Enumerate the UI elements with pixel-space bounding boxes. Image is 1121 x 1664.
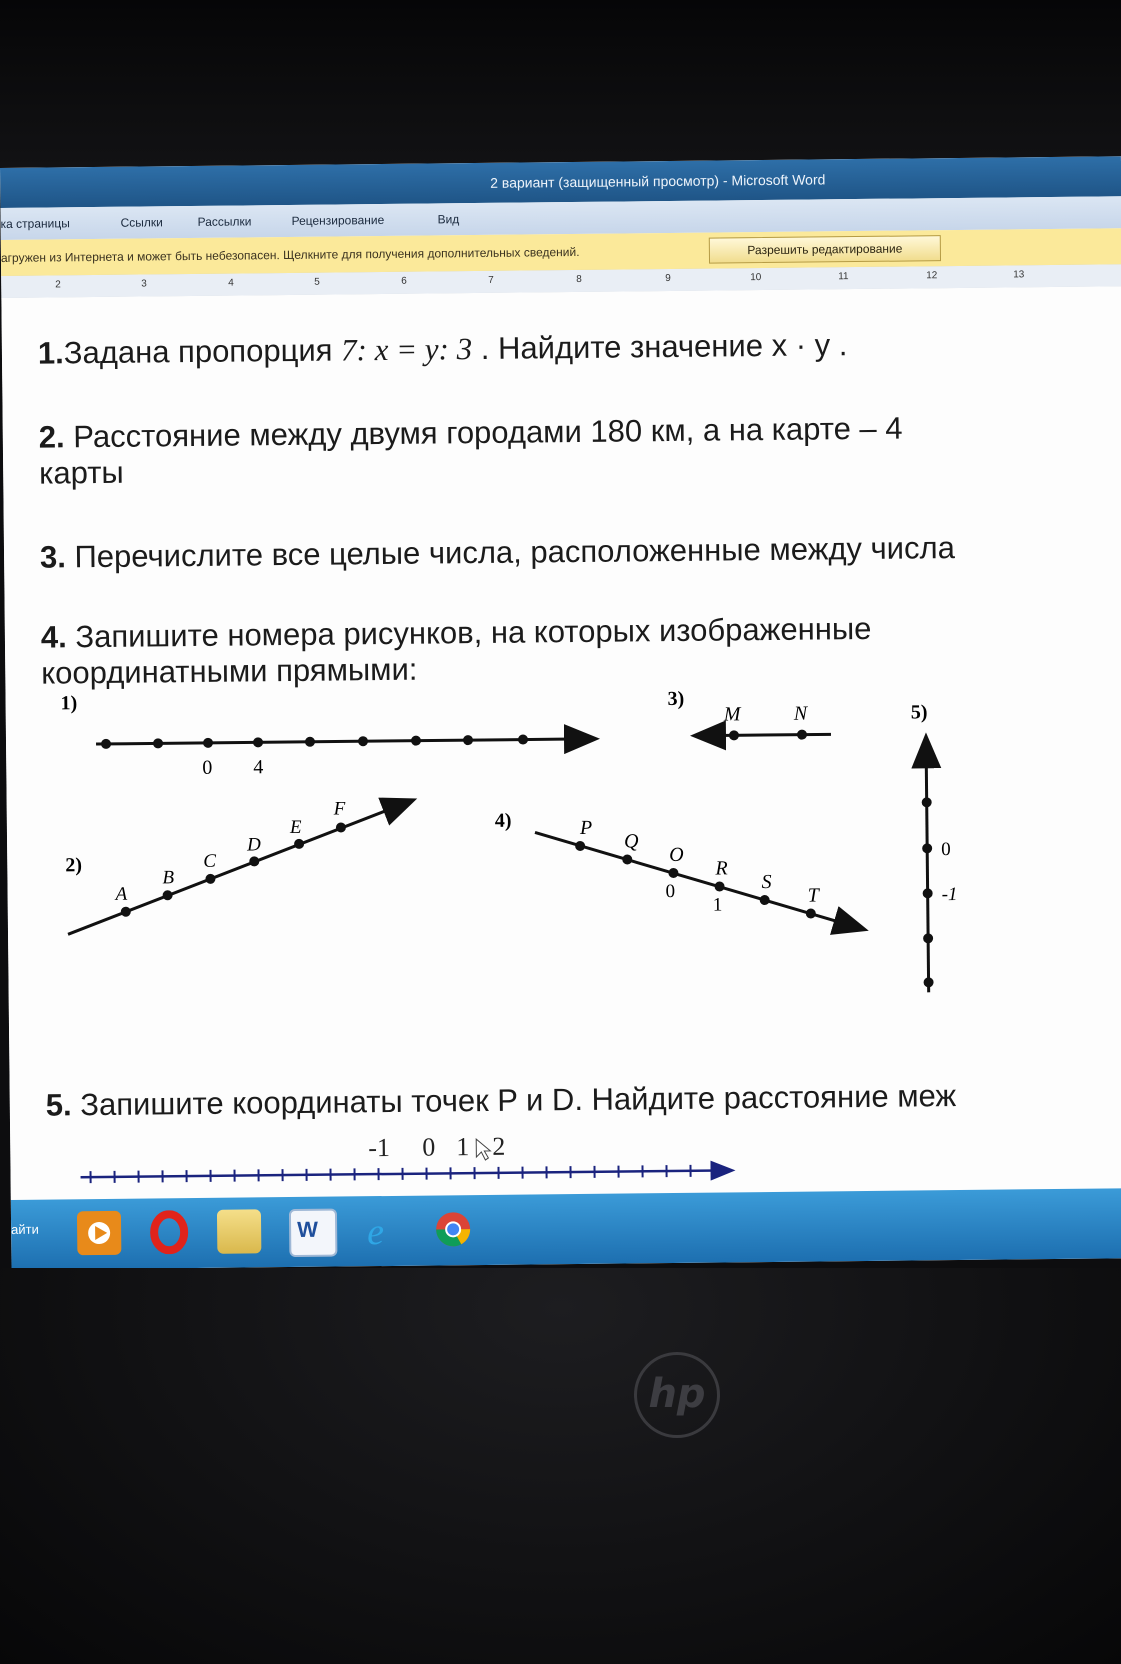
fig1-point <box>153 738 163 748</box>
fig2-point-label: C <box>203 850 217 872</box>
fig3-point <box>729 730 739 740</box>
task-text: координатными прямыми: <box>41 651 418 691</box>
ruler-label: 11 <box>838 271 849 283</box>
task-2 <box>39 411 903 492</box>
fig2-point-label: F <box>333 798 346 820</box>
task5-axis-label: 0 <box>422 1132 436 1162</box>
windows-taskbar <box>11 1188 1121 1270</box>
fig4-point-label: S <box>761 870 772 894</box>
start-search-label[interactable]: айти <box>11 1221 39 1237</box>
monitor-bezel-bottom <box>0 1268 1121 1664</box>
fig5-axis <box>926 738 929 992</box>
tab-review[interactable]: Рецензирование <box>291 212 385 228</box>
fig4-point-label: O <box>669 843 684 867</box>
fig4-point-label: Q <box>623 830 639 853</box>
fig3-point-label: M <box>723 703 741 726</box>
fig5-point <box>922 797 932 807</box>
protected-view-message[interactable]: агружен из Интернета и может быть небезопасен. Щелкните для получения дополнительных сведений. <box>0 244 580 265</box>
task-4 <box>41 611 872 692</box>
tab-references[interactable]: Ссылки <box>120 215 163 230</box>
fig4-tick-label: 0 <box>665 880 676 903</box>
fig5-tick-label: -1 <box>941 884 958 906</box>
task-number: 3. <box>39 539 67 575</box>
task-text: карты <box>39 454 124 491</box>
fig2-point <box>163 890 173 900</box>
fig1-point <box>101 739 111 749</box>
tab-mailings[interactable]: Рассылки <box>197 214 252 229</box>
fig2-point-label: E <box>289 816 302 838</box>
fig1-point <box>411 736 421 746</box>
fig4-point-label: T <box>807 884 819 907</box>
fig4-point <box>760 895 770 905</box>
enable-editing-button[interactable]: Разрешить редактирование <box>709 235 941 263</box>
task-text: Запишите номера рисунков, на которых изображенные <box>66 610 872 655</box>
fig2-point-label: B <box>162 867 175 889</box>
ruler-label: 3 <box>141 278 147 290</box>
fig1-point <box>203 738 213 748</box>
task-5-number-line <box>10 1122 771 1200</box>
fig4-point-label: R <box>715 857 728 880</box>
window-title: 2 вариант (защищенный просмотр) - Microsoft Word <box>490 171 826 191</box>
fig2-point <box>121 907 131 917</box>
chrome-icon[interactable] <box>431 1207 475 1251</box>
fig2-point <box>205 874 215 884</box>
fig1-point <box>463 735 473 745</box>
fig3-point <box>797 730 807 740</box>
task5-axis <box>81 1170 731 1177</box>
fig4-point <box>575 841 585 851</box>
mouse-cursor-icon <box>476 1139 490 1160</box>
svg-text:e: e <box>366 1211 385 1253</box>
task-number: 1. <box>37 335 64 371</box>
task-number: 4. <box>40 619 67 655</box>
fig3-point-label: N <box>793 702 808 725</box>
task-text: Расстояние между двумя городами 180 км, а на карте – 4 <box>64 410 903 455</box>
figure-label: 3) <box>667 687 685 711</box>
ruler-label: 5 <box>314 276 320 288</box>
fig5-point <box>924 977 934 987</box>
fig2-point <box>249 856 259 866</box>
fig5-point <box>923 933 933 943</box>
fig4-point-label: P <box>579 816 593 839</box>
task5-axis-label: 2 <box>492 1131 506 1161</box>
tab-view[interactable]: Вид <box>437 212 460 227</box>
ruler-label: 4 <box>228 277 234 289</box>
media-player-icon[interactable] <box>77 1211 121 1255</box>
ruler-label: 7 <box>488 274 494 286</box>
task-5 <box>46 1078 957 1124</box>
fig3-axis <box>696 734 831 735</box>
task-text: Перечислите все целые числа, расположенные между числа <box>65 530 956 575</box>
task-number: 5. <box>45 1087 72 1123</box>
figure-label: 2) <box>65 854 83 877</box>
opera-icon[interactable] <box>147 1210 191 1254</box>
fig1-point <box>358 736 368 746</box>
word-icon[interactable] <box>289 1209 338 1258</box>
fig4-point <box>806 908 816 918</box>
tab-page-layout[interactable]: ка страницы <box>0 216 70 231</box>
internet-explorer-icon[interactable] <box>359 1208 403 1252</box>
task5-axis-label: -1 <box>368 1132 391 1163</box>
fig1-point <box>518 735 528 745</box>
ruler-label: 2 <box>55 279 61 291</box>
task5-axis-label: 1 <box>456 1132 470 1162</box>
ruler-label: 13 <box>1013 269 1025 281</box>
figure-label: 4) <box>494 809 512 832</box>
task-text: . Найдите значение x · y . <box>471 327 848 367</box>
ruler-label: 8 <box>576 273 582 285</box>
monitor-bezel-top <box>0 0 1121 170</box>
fig5-tick-label: 0 <box>941 839 951 861</box>
ruler-label: 10 <box>750 272 762 284</box>
figure-label: 5) <box>910 701 928 724</box>
fig2-point-label: D <box>246 834 261 856</box>
fig2-axis <box>67 801 413 935</box>
explorer-folder-icon[interactable] <box>217 1209 261 1253</box>
task-formula: 7: x = y: 3 <box>340 331 473 368</box>
ruler-label: 12 <box>926 270 938 282</box>
fig4-point <box>622 854 632 864</box>
task-4-figures <box>5 678 1121 1070</box>
document-page[interactable] <box>1 286 1121 1200</box>
task-1 <box>38 327 848 371</box>
fig1-point <box>253 737 263 747</box>
fig1-point <box>305 737 315 747</box>
fig5-point <box>923 888 933 898</box>
fig5-point <box>922 843 932 853</box>
task-number: 2. <box>38 419 65 455</box>
hp-logo: hp <box>634 1352 720 1438</box>
word-icon-letter: W <box>297 1216 319 1242</box>
task-3 <box>40 530 955 576</box>
screen <box>0 156 1121 1270</box>
task-text: Запишите координаты точек P и D. Найдите расстояние меж <box>71 1078 957 1123</box>
fig2-point-label: A <box>115 883 128 905</box>
figure-label: 1) <box>60 692 78 715</box>
task-text: Задана пропорция <box>63 332 342 371</box>
fig4-point <box>668 868 678 878</box>
ruler-label: 6 <box>401 275 407 287</box>
fig1-tick-label: 4 <box>253 756 264 779</box>
ruler-label: 9 <box>665 272 671 285</box>
fig1-tick-label: 0 <box>202 756 213 779</box>
fig4-tick-label: 1 <box>712 894 723 916</box>
fig4-point <box>715 881 725 891</box>
